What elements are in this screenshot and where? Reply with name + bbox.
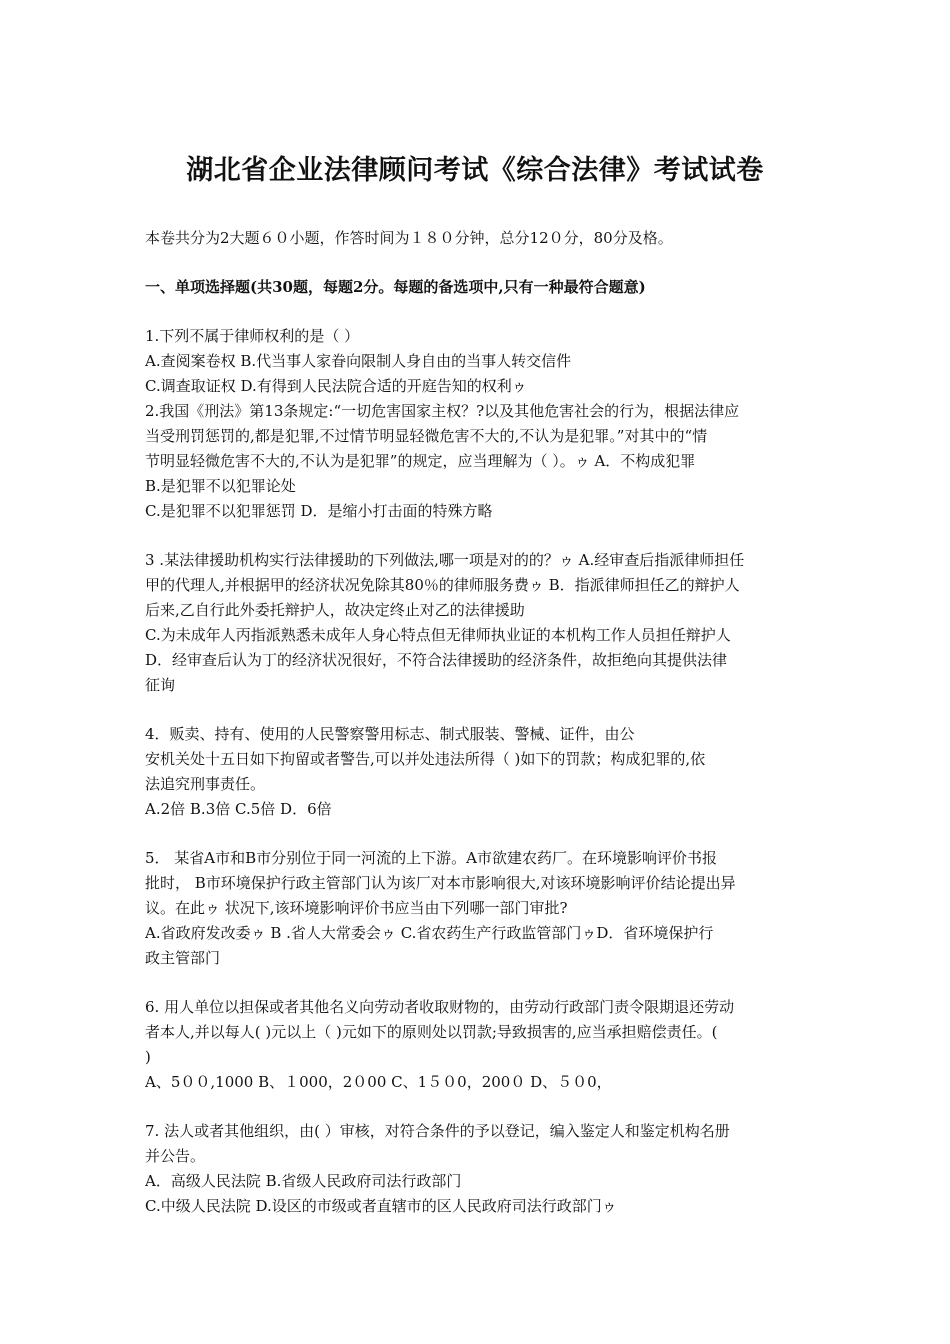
section-heading: 一、单项选择题(共30题，每题2分。每题的备选项中,只有一种最符合题意) — [145, 278, 646, 296]
question-line: 安机关处十五日如下拘留或者警告,可以并处违法所得（ )如下的罚款；构成犯罪的,依 — [145, 750, 706, 768]
question-line: C.是犯罪不以犯罪惩罚 D．是缩小打击面的特殊方略 — [145, 502, 493, 520]
question-line: 后来,乙自行此外委托辩护人，故决定终止对乙的法律援助 — [145, 601, 525, 619]
question-line: 甲的代理人,并根据甲的经济状况免除其80％的律师服务费ゥ B．指派律师担任乙的辩护人 — [145, 576, 740, 594]
question-line: 4．贩卖、持有、使用的人民警察警用标志、制式服装、警械、证件，由公 — [145, 725, 635, 743]
question-line: 征询 — [145, 676, 176, 694]
question-line: D．经审查后认为丁的经济状况很好，不符合法律援助的经济条件，故拒绝向其提供法律 — [145, 651, 728, 669]
question-line: 政主管部门 — [145, 949, 221, 967]
question-line: 批时， B市环境保护行政主管部门认为该厂对本市影响很大,对该环境影响评价结论提出异 — [145, 874, 736, 892]
question-line: A.省政府发改委ゥ B .省人大常委会ゥ C.省农药生产行政监管部门ゥD．省环境保护行 — [145, 924, 714, 942]
question-line: C.为未成年人丙指派熟悉未成年人身心特点但无律师执业证的本机构工作人员担任辩护人 — [145, 626, 731, 644]
question-line: 者本人,并以每人( )元以上（ )元如下的原则处以罚款;导致损害的,应当承担赔偿责任。( — [145, 1023, 718, 1041]
question-line: A、5００,1000 B、１000，2０00 C、1５０0，200０ D、５０0， — [145, 1073, 612, 1091]
question-line: 并公告。 — [145, 1147, 206, 1165]
question-line: 议。在此ゥ 状况下,该环境影响评价书应当由下列哪一部门审批? — [145, 899, 568, 917]
question-line: 节明显轻微危害不大的,不认为是犯罪”的规定，应当理解为（ ）。ゥ A．不构成犯罪 — [145, 452, 696, 470]
question-line: ) — [145, 1048, 151, 1066]
question-line: 7. 法人或者其他组织，由( ）审核，对符合条件的予以登记，编入鉴定人和鉴定机构名册 — [145, 1122, 730, 1140]
document-title: 湖北省企业法律顾问考试《综合法律》考试试卷 — [186, 155, 764, 186]
question-line: A.2倍 B.3倍 C.5倍 D．6倍 — [145, 800, 332, 818]
exam-intro: 本卷共分为2大题６０小题，作答时间为１８０分钟，总分12０分，80分及格。 — [145, 229, 673, 247]
question-line: A．高级人民法院 B.省级人民政府司法行政部门 — [145, 1172, 462, 1190]
question-line: 6. 用人单位以担保或者其他名义向劳动者收取财物的，由劳动行政部门责令限期退还劳动 — [145, 998, 735, 1016]
question-line: C.中级人民法院 D.设区的市级或者直辖市的区人民政府司法行政部门ゥ — [145, 1197, 617, 1215]
question-line: 法追究刑事责任。 — [145, 775, 266, 793]
question-line: 2.我国《刑法》第13条规定:“一切危害国家主权？?以及其他危害社会的行为，根据法律应 — [145, 402, 740, 420]
question-line: 3 .某法律援助机构实行法律援助的下列做法,哪一项是对的的？ゥ A.经审查后指派律师担任 — [145, 551, 745, 569]
question-line: 当受刑罚惩罚的,都是犯罪,不过情节明显轻微危害不大的,不认为是犯罪。”对其中的“情 — [145, 427, 708, 445]
question-line: A.查阅案卷权 B.代当事人家眷向限制人身自由的当事人转交信件 — [145, 352, 572, 370]
question-line: C.调查取证权 D.有得到人民法院合适的开庭告知的权利ゥ — [145, 377, 527, 395]
question-line: 1.下列不属于律师权利的是（ ） — [145, 327, 360, 345]
question-line: 5． 某省A市和B市分别位于同一河流的上下游。A市欲建农药厂。在环境影响评价书报 — [145, 849, 718, 867]
question-line: B.是犯罪不以犯罪论处 — [145, 477, 296, 495]
